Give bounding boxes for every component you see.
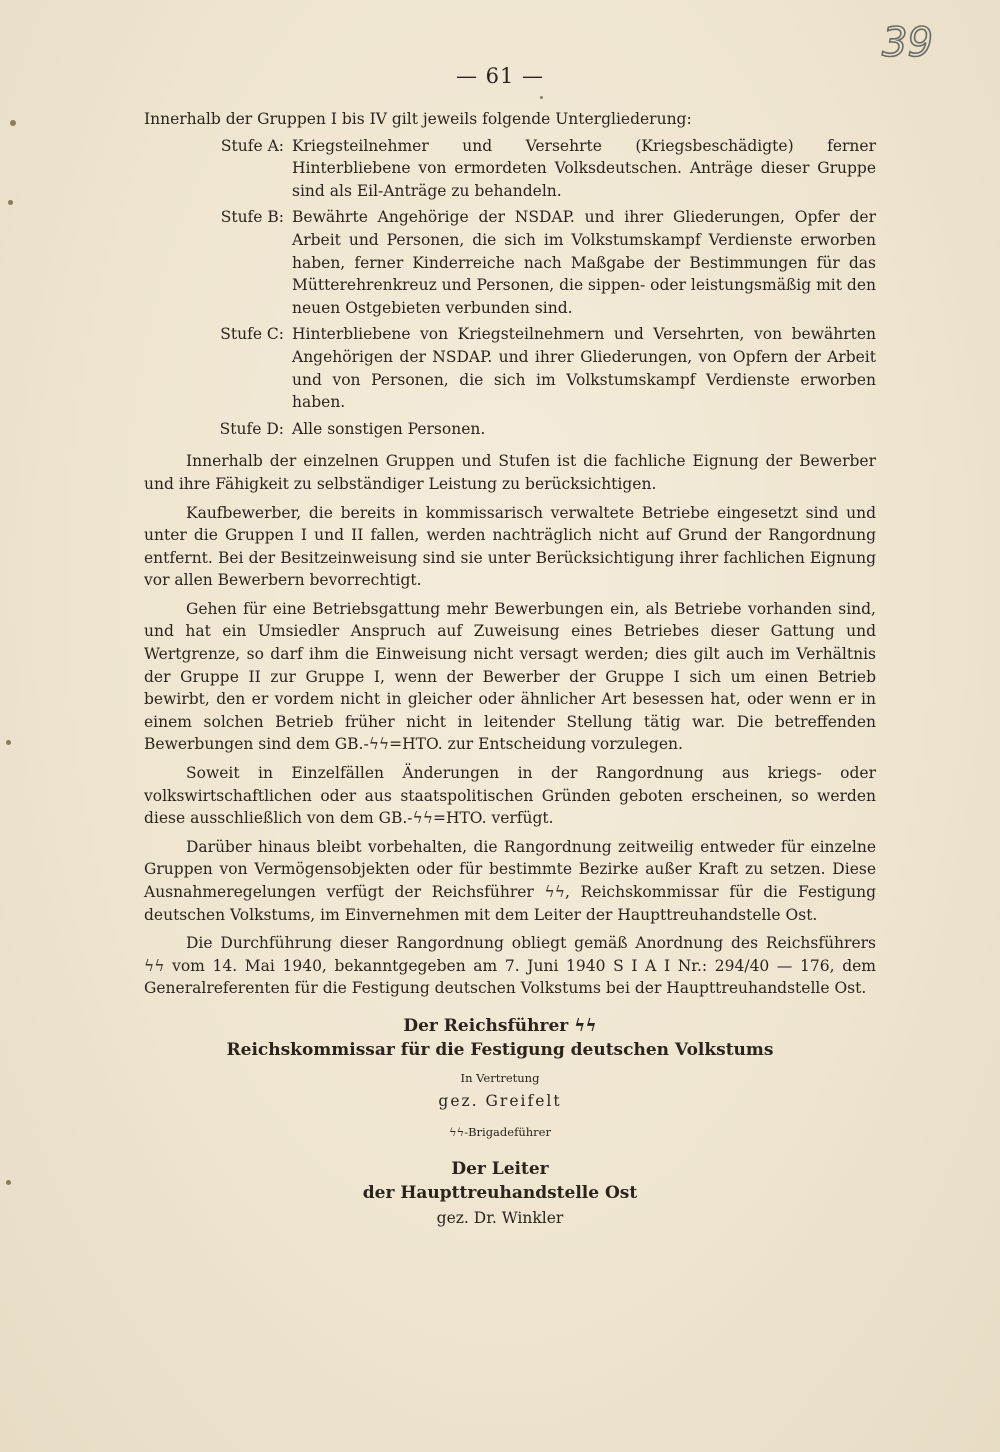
punch-hole-mark bbox=[10, 120, 16, 126]
handwritten-archive-number bbox=[878, 18, 958, 68]
paragraph-durchfuehrung: Die Durchführung dieser Rangordnung obliegt gemäß Anordnung des Reichsführers ϟϟ vom 14. Mai 1940, bekanntgegeben am 7. Juni 1940 S I A I Nr.: 294/40 — 176, dem Generalreferenten für die Festigung deutschen Volkstums bei der Haupttreuhandstelle Ost. bbox=[144, 934, 876, 998]
page-number: — 61 — bbox=[455, 64, 545, 88]
paragraph-kaufbewerber: Kaufbewerber, die bereits in kommissarisch verwaltete Betriebe eingesetzt sind und unter die Gruppen I und II fallen, werden nachträglich nicht auf Grund der Rangordnung entfernt. Bei der Besitzeinweisung sind sie unter Berücksichtigung ihrer fachlichen Eignung vor allen Bewerbern bevorrechtigt. bbox=[144, 503, 876, 590]
stufe-d bbox=[144, 418, 876, 441]
punch-hole-mark bbox=[6, 1180, 11, 1185]
paragraph-vorbehalt: Darüber hinaus bleibt vorbehalten, die Rangordnung zeitweilig entweder für einzelne Gruppen von Vermögensobjekten oder für bestimmte Bezirke außer Kraft zu setzen. Diese Ausnahmeregelungen verfügt der Reichsführer ϟϟ, Reichskommissar für die Festigung deutschen Volkstums, im Einvernehmen mit dem Leiter der Haupttreuhandstelle Ost. bbox=[144, 837, 876, 924]
stufe-label: Stufe D: bbox=[219, 419, 284, 438]
ink-speck bbox=[540, 96, 543, 99]
signature-title-haupttreuhandstelle: der Haupttreuhandstelle Ost bbox=[362, 1183, 638, 1203]
stufe-a bbox=[144, 135, 876, 203]
signature-in-vertretung: In Vertretung bbox=[460, 1071, 540, 1085]
signature-rank: ϟϟ-Brigadeführer bbox=[449, 1125, 551, 1139]
stufe-text: Kriegsteilnehmer und Versehrte (Kriegsbeschädigte) ferner Hinterbliebene von ermordeten Volksdeutschen. Anträge dieser Gruppe sind als Eil-Anträge zu behandeln. bbox=[292, 136, 876, 200]
signature-winkler: gez. Dr. Winkler bbox=[436, 1209, 564, 1227]
signature-title-leiter: Der Leiter bbox=[451, 1159, 549, 1179]
signature-title-reichskommissar: Reichskommissar für die Festigung deutschen Volkstums bbox=[226, 1040, 774, 1060]
stufe-label: Stufe C: bbox=[220, 325, 284, 344]
signature-title-reichsfuehrer: Der Reichsführer ϟϟ bbox=[403, 1016, 597, 1036]
stufe-text: Bewährte Angehörige der NSDAP. und ihrer Gliederungen, Opfer der Arbeit und Personen, die sich im Volkstumskampf Verdienste erworben haben, ferner Kinderreiche nach Maßgabe der Bestimmungen für das Mütterehrenkreuz und Personen, die sippen- oder leistungsmäßig mit den neuen Ostgebieten verbunden sind. bbox=[292, 208, 876, 317]
stufe-c bbox=[144, 323, 876, 413]
stufe-b bbox=[144, 206, 876, 319]
signature-greifelt: gez. Greifelt bbox=[438, 1092, 562, 1110]
stufe-text: Alle sonstigen Personen. bbox=[292, 419, 486, 438]
stufe-label: Stufe A: bbox=[220, 136, 284, 155]
stufe-text: Hinterbliebene von Kriegsteilnehmern und Versehrten, von bewährten Angehörigen der NSDAP. und ihrer Gliederungen, von Opfern der Arbeit und von Personen, die sich im Volkstumskampf Verdienste erworben haben. bbox=[292, 325, 876, 412]
svg-text:39: 39 bbox=[882, 20, 933, 66]
paragraph-betriebsgattung: Gehen für eine Betriebsgattung mehr Bewerbungen ein, als Betriebe vorhanden sind, und hat ein Umsiedler Anspruch auf Zuweisung eines Betriebes dieser Gattung und Wertgrenze, so darf ihm die Einweisung nicht versagt werden; dies gilt auch im Verhältnis der Gruppe II zur Gruppe I, wenn der Bewerber der Gruppe I sich um einen Betrieb bewirbt, den er vordem nicht in gleicher oder ähnlicher Art besessen hat, oder wenn er in einem solchen Betrieb früher nicht in leitender Stellung tätig war. Die betreffenden Bewerbungen sind dem GB.-ϟϟ=HTO. zur Entscheidung vorzulegen. bbox=[144, 599, 876, 754]
paragraph-aenderungen: Soweit in Einzelfällen Änderungen in der Rangordnung aus kriegs- oder volkswirtschaftlichen oder aus staatspolitischen Gründen geboten erscheinen, so werden diese ausschließlich von dem GB.-ϟϟ=HTO. verfügt. bbox=[144, 764, 876, 828]
stufe-label: Stufe B: bbox=[220, 208, 284, 227]
document-body bbox=[144, 108, 876, 1000]
intro-line: Innerhalb der Gruppen I bis IV gilt jeweils folgende Untergliederung: bbox=[144, 110, 692, 128]
punch-hole-mark bbox=[8, 200, 13, 205]
punch-hole-mark bbox=[6, 740, 11, 745]
paragraph-eignung: Innerhalb der einzelnen Gruppen und Stufen ist die fachliche Eignung der Bewerber und ihre Fähigkeit zu selbständiger Leistung zu berücksichtigen. bbox=[144, 452, 876, 493]
